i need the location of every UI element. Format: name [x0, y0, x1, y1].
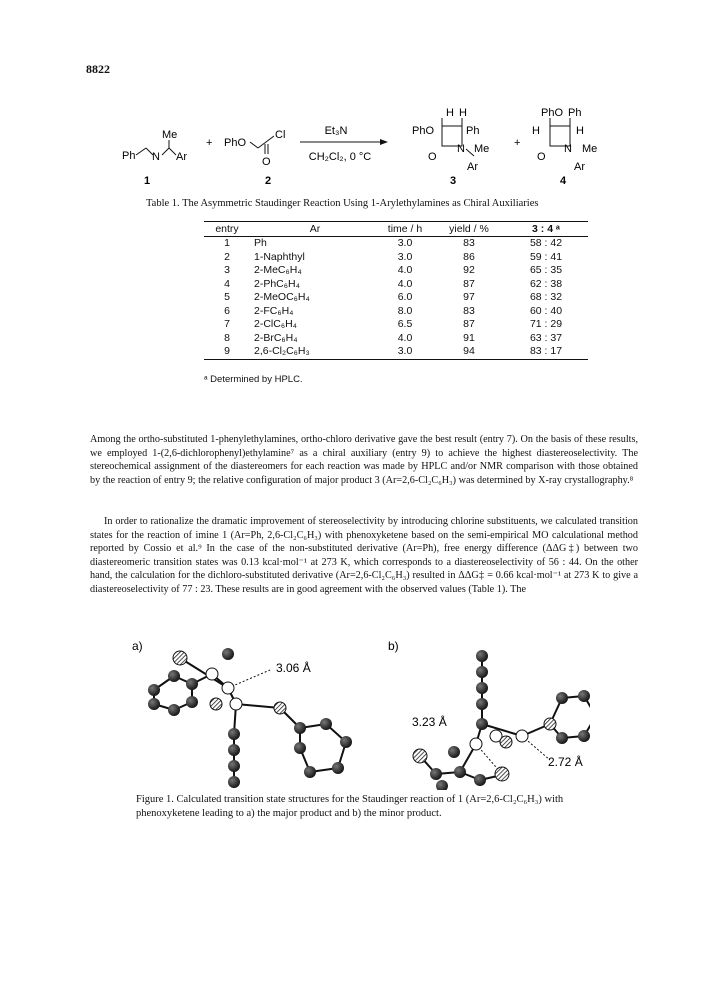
label-ar: Ar — [574, 161, 585, 173]
label-o: O — [537, 151, 546, 163]
cell-time: 3.0 — [397, 237, 413, 249]
cell-entry: 6 — [224, 304, 230, 317]
distance-label-b2: 2.72 Å — [548, 755, 583, 769]
results-table — [204, 221, 588, 360]
header-time: time / h — [376, 222, 434, 237]
label-ph: Ph — [568, 107, 582, 119]
cell-yield: 94 — [434, 345, 504, 359]
label-h: H — [532, 125, 540, 137]
cell-entry: 1 — [224, 237, 230, 249]
cell-yield: 83 — [463, 237, 475, 249]
cell-entry: 7 — [224, 318, 230, 330]
compound-number-4: 4 — [560, 175, 567, 187]
label-me: Me — [162, 129, 178, 141]
reaction-scheme — [100, 104, 660, 194]
cell-ar: 2-MeOC₆H₄ — [254, 291, 310, 303]
cell-time: 3.0 — [397, 250, 413, 263]
cell-ratio: 63 : 37 — [529, 331, 563, 344]
cell-yield: 83 — [463, 304, 475, 317]
panel-a-structure — [154, 658, 346, 788]
cell-time: 4.0 — [397, 264, 413, 276]
cell-time: 4.0 — [397, 277, 413, 290]
cell-time: 8.0 — [397, 304, 413, 317]
cell-ar: Ph — [254, 237, 267, 249]
label-pho: PhO — [224, 137, 247, 149]
page-number: 8822 — [86, 62, 110, 76]
panel-b-label: b) — [388, 639, 399, 653]
cell-ar: 1-Naphthyl — [254, 250, 305, 263]
table-row — [204, 291, 588, 305]
label-ar: Ar — [176, 151, 187, 163]
compound-number-3: 3 — [450, 175, 457, 187]
compound-4 — [532, 107, 597, 187]
label-n: N — [564, 143, 572, 155]
label-me: Me — [582, 143, 598, 155]
cell-entry: 2 — [224, 250, 230, 263]
table-row — [204, 318, 588, 332]
cell-yield: 97 — [463, 291, 475, 303]
cell-yield: 86 — [463, 250, 475, 263]
paragraph-1: Among the ortho-substituted 1-phenylethylamines, ortho-chloro derivative gave the best result (entry 7). On the basis of these results, we employed 1-(2,6-dichlorophenyl)ethylamine⁷ as a chiral auxiliary (entry 9) to achieve the highest diastereoselectivity. The stereochemical assignment of the diastereomers for each reaction was made by HPLC and/or NMR comparison with those obtained by the reaction of entry 9; the relative configuration of major product 3 (Ar=2,6-Cl₂C₆H₃) was determined by X-ray crystallography.⁸ — [90, 434, 638, 486]
label-n: N — [457, 143, 465, 155]
cell-time: 4.0 — [397, 331, 413, 344]
cell-entry: 9 — [204, 345, 250, 359]
header-ratio: 3 : 4 ᵃ — [504, 222, 588, 237]
cell-yield: 91 — [463, 331, 475, 344]
header-entry: entry — [204, 222, 250, 237]
figure-1 — [130, 638, 590, 790]
cell-ar: 2-BrC₆H₄ — [254, 331, 298, 344]
cell-ratio: 71 : 29 — [529, 318, 563, 330]
table-row — [204, 237, 588, 251]
table-caption: Table 1. The Asymmetric Staudinger Reaction Using 1-Arylethylamines as Chiral Auxiliaries — [146, 198, 539, 209]
cell-ar: 2-PhC₆H₄ — [254, 277, 300, 290]
table-row — [204, 345, 588, 359]
cell-ratio: 68 : 32 — [529, 291, 563, 303]
header-yield: yield / % — [434, 222, 504, 237]
cell-time: 6.0 — [397, 291, 413, 303]
label-o: O — [262, 156, 271, 168]
label-o: O — [428, 151, 437, 163]
label-me: Me — [474, 143, 490, 155]
table-row — [204, 332, 588, 346]
compound-1 — [122, 129, 187, 187]
label-ph: Ph — [466, 125, 480, 137]
table-row — [204, 305, 588, 319]
cell-yield: 87 — [463, 318, 475, 330]
cell-ratio: 83 : 17 — [504, 345, 588, 359]
label-n: N — [152, 151, 160, 163]
figure-caption: Figure 1. Calculated transition state structures for the Staudinger reaction of 1 (Ar=2,6-Cl₂C₆H₃) with phenoxyketene leading to a) the major product and b) the minor product. — [136, 794, 564, 819]
label-ph: Ph — [122, 150, 136, 162]
cell-ratio: 58 : 42 — [529, 237, 563, 249]
reagent-top: Et₃N — [324, 125, 348, 137]
cell-ar: 2-MeC₆H₄ — [254, 264, 302, 276]
cell-entry: 5 — [224, 291, 230, 303]
cell-time: 3.0 — [376, 345, 434, 359]
cell-entry: 3 — [224, 264, 230, 276]
compound-3 — [412, 107, 489, 187]
cell-yield: 92 — [463, 264, 475, 276]
cell-ar: 2,6-Cl₂C₆H₃ — [250, 345, 376, 359]
cell-ratio: 65 : 35 — [529, 264, 563, 276]
reaction-arrow — [300, 125, 388, 163]
cell-ar: 2-FC₆H₄ — [254, 304, 294, 317]
label-ar: Ar — [467, 161, 478, 173]
compound-number-1: 1 — [144, 175, 151, 187]
compound-number-2: 2 — [265, 175, 272, 187]
panel-a-atoms — [148, 648, 352, 788]
table-header-row — [204, 222, 588, 237]
table-footnote: ᵃ Determined by HPLC. — [204, 374, 303, 385]
table-row — [204, 278, 588, 292]
cell-entry: 4 — [224, 277, 230, 290]
compound-2 — [224, 129, 285, 187]
table-row — [204, 264, 588, 278]
label-pho: PhO — [541, 107, 564, 119]
distance-label-a: 3.06 Å — [276, 661, 311, 675]
label-h: H — [459, 107, 467, 119]
table-row — [204, 251, 588, 265]
label-cl: Cl — [275, 129, 286, 141]
cell-ratio: 62 : 38 — [529, 277, 563, 290]
cell-yield: 87 — [463, 277, 475, 290]
header-ar: Ar — [250, 222, 376, 237]
cell-entry: 8 — [224, 331, 230, 344]
paragraph-2: In order to rationalize the dramatic improvement of stereoselectivity by introducing chlorine substituents, we calculated transition states for the reaction of imine 1 (Ar=Ph, 2,6-Cl₂C₆H₃) with phenoxyketene based on the semi-empirical MO calculational method reported by Cossio et al.⁹ In the case of the non-substituted derivative (Ar=Ph), free energy difference (ΔΔG‡) between two diastereomeric transition states was 0.13 kcal·mol⁻¹ at 273 K, which corresponds to a diastereoselectivity of 56 : 44. On the other hand, the calculation for the dichloro-substituted derivative (Ar=2,6-Cl₂C₆H₃) resulted in ΔΔG‡ = 0.66 kcal·mol⁻¹ at 273 K to give a diastereoselectivity of 77 : 23. These results are in good agreement with the observed values (Table 1). The — [90, 516, 638, 595]
panel-a-label: a) — [132, 639, 143, 653]
label-h: H — [576, 125, 584, 137]
cell-ratio: 59 : 41 — [529, 250, 563, 263]
label-pho: PhO — [412, 125, 435, 137]
reagent-bottom: CH₂Cl₂, 0 °C — [308, 151, 372, 163]
cell-time: 6.5 — [397, 318, 413, 330]
cell-ar: 2-ClC₆H₄ — [254, 318, 297, 330]
distance-label-b1: 3.23 Å — [412, 715, 447, 729]
cell-ratio: 60 : 40 — [529, 304, 563, 317]
plus-sign: + — [206, 137, 213, 149]
plus-sign: + — [514, 137, 521, 149]
label-h: H — [446, 107, 454, 119]
